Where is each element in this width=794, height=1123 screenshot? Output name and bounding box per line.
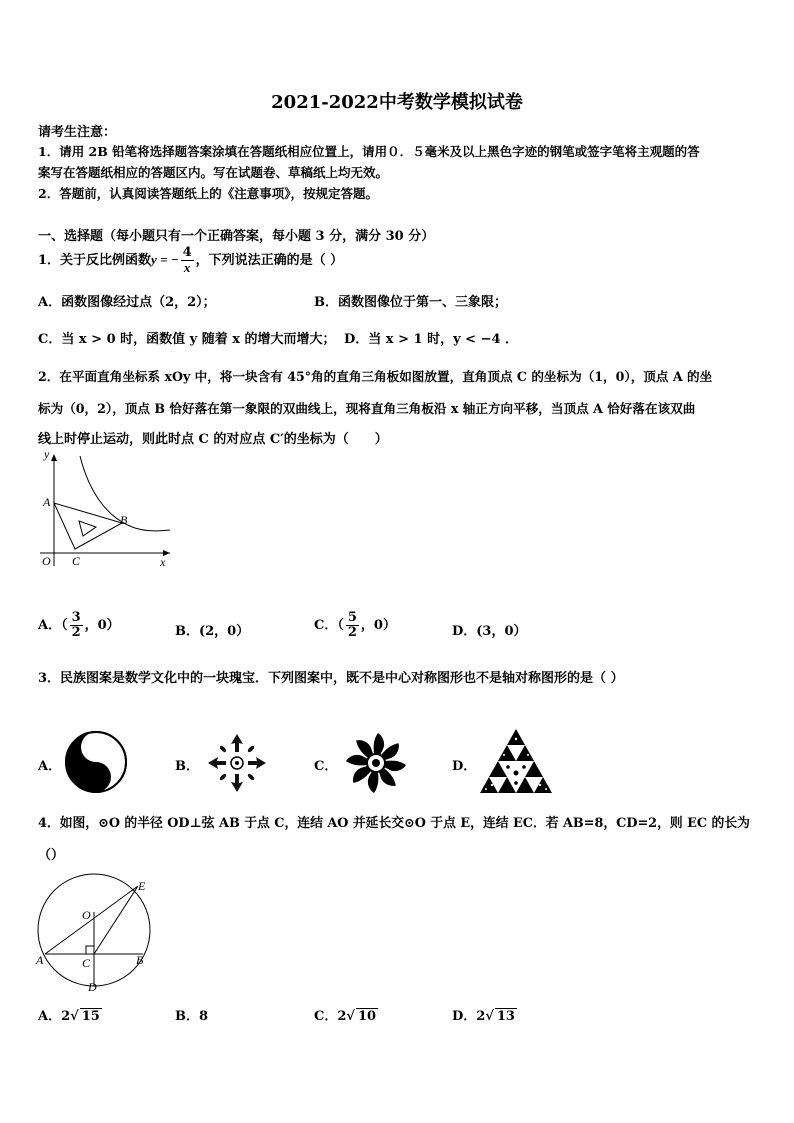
q3-label-d[interactable]: D． [452,759,477,774]
notice-line-1: 1．请用 2B 铅笔将选择题答案涂填在答题纸相应位置上，请用０．５毫米及以上黑色字迹的钢笔或签字笔将主观题的答 [38,144,700,159]
q4-option-a[interactable]: A．2√ 15 [38,1009,100,1024]
q4-optA-prefix: A．2 [38,1009,71,1024]
label-o: O [82,908,91,922]
yin-yang-pattern[interactable] [64,730,128,794]
label-b: B [120,513,128,527]
q4-figure [30,872,160,994]
q4-stem-line-1: 4．如图，⊙O 的半径 OD⊥弦 AB 于点 C，连结 AO 并延长交⊙O 于点 E，连结 EC．若 AB=8，CD=2，则 EC 的长为 [38,816,750,831]
q4-stem-line-2: （） [38,848,65,863]
cross-flower-pattern[interactable] [204,730,270,796]
q2-option-c[interactable] [314,610,396,642]
q2-option-a[interactable] [38,610,120,642]
q3-label-a[interactable]: A． [38,759,62,774]
section-heading: 一、选择题（每小题只有一个正确答案，每小题 3 分，满分 30 分） [38,229,435,244]
q1-option-b[interactable]: B．函数图像位于第一、三象限； [314,295,507,310]
q2-optA-prefix: A．（ [38,618,68,633]
q3-label-b[interactable]: B． [175,759,199,774]
label-a: A [36,953,44,967]
q2-optA-fraction [70,611,83,640]
q1-fraction-num: 4 [182,245,192,260]
q2-optC-fraction [346,611,359,640]
q2-option-b[interactable]: B．(2，0） [175,624,250,639]
q1-stem-suffix: ，下列说法正确的是（ ） [195,253,344,268]
label-b: B [136,953,144,967]
q2-optC-prefix: C．（ [314,618,344,633]
label-y: y [44,448,50,461]
q1-fraction [181,246,194,275]
label-o: O [42,554,51,568]
notice-line-3: 2．答题前，认真阅读答题纸上的《注意事项》，按规定答题。 [38,186,378,201]
q2-option-d[interactable]: D．(3，0） [452,624,527,639]
q4-optC-radicand: 10 [357,1009,377,1024]
segment-ec [94,886,138,954]
q4-optD-radicand: 13 [496,1009,515,1024]
q2-optA-den: 2 [71,625,81,640]
question-1-stem [38,244,343,277]
label-e: E [138,879,146,893]
q2-optA-suffix: ，0） [84,618,120,633]
q4-option-c[interactable]: C．2√ 10 [314,1009,377,1024]
triangle-fractal-pattern[interactable] [478,727,554,795]
label-d: D [88,980,97,994]
label-c: C [72,554,81,568]
label-a: A [43,495,51,509]
y-axis-arrow [51,454,57,461]
q2-optC-num: 5 [347,610,357,625]
q3-label-c[interactable]: C． [314,759,338,774]
q2-figure [30,448,180,573]
q2-optC-den: 2 [347,625,357,640]
q2-optC-suffix: ，0） [360,618,396,633]
diameter-ae [45,886,138,954]
q3-stem: 3．民族图案是数学文化中的一块瑰宝．下列图案中，既不是中心对称图形也不是轴对称图形的是（ ） [38,671,624,686]
q4-optC-prefix: C．2 [314,1009,347,1024]
pinwheel-flower-pattern[interactable] [340,727,412,799]
q2-optA-num: 3 [71,610,81,625]
q4-optA-radicand: 15 [81,1009,100,1024]
q1-option-d[interactable]: D．当 x > 1 时，y < −4 ． [344,332,519,347]
q1-option-a[interactable]: A．函数图像经过点（2，2）； [38,295,216,310]
triangle-outer [54,503,122,549]
right-angle-mark [86,946,94,954]
label-x: x [160,555,166,569]
q1-option-c[interactable]: C．当 x > 0 时，函数值 y 随着 x 的增大而增大； [38,332,336,347]
q2-stem-line-1: 2．在平面直角坐标系 xOy 中，将一块含有 45°角的直角三角板如图放置，直角顶点 C 的坐标为（1，0），顶点 A 的坐 [38,369,713,384]
q4-option-b[interactable]: B．8 [175,1009,209,1024]
q4-option-d[interactable]: D．2√ 13 [452,1009,515,1024]
triangle-inner [79,521,96,536]
notice-heading: 请考生注意： [38,125,117,140]
q1-func-lhs: y = − [151,252,179,267]
label-c: C [82,956,91,970]
q2-stem-line-2: 标为（0，2），顶点 B 恰好落在第一象限的双曲线上，现将直角三角板沿 x 轴正方向平移，当顶点 A 恰好落在该双曲 [38,401,696,416]
page-title: 2021-2022中考数学模拟试卷 [271,92,523,113]
notice-line-2: 案写在答题纸相应的答题区内。写在试题卷、草稿纸上均无效。 [38,165,389,180]
q1-fraction-den: x [183,260,191,275]
q4-optD-prefix: D．2 [452,1009,486,1024]
q1-stem-prefix: 1．关于反比例函数 [38,253,152,268]
q2-stem-line-3: 线上时停止运动，则此时点 C 的对应点 C′的坐标为（ ） [38,432,388,447]
